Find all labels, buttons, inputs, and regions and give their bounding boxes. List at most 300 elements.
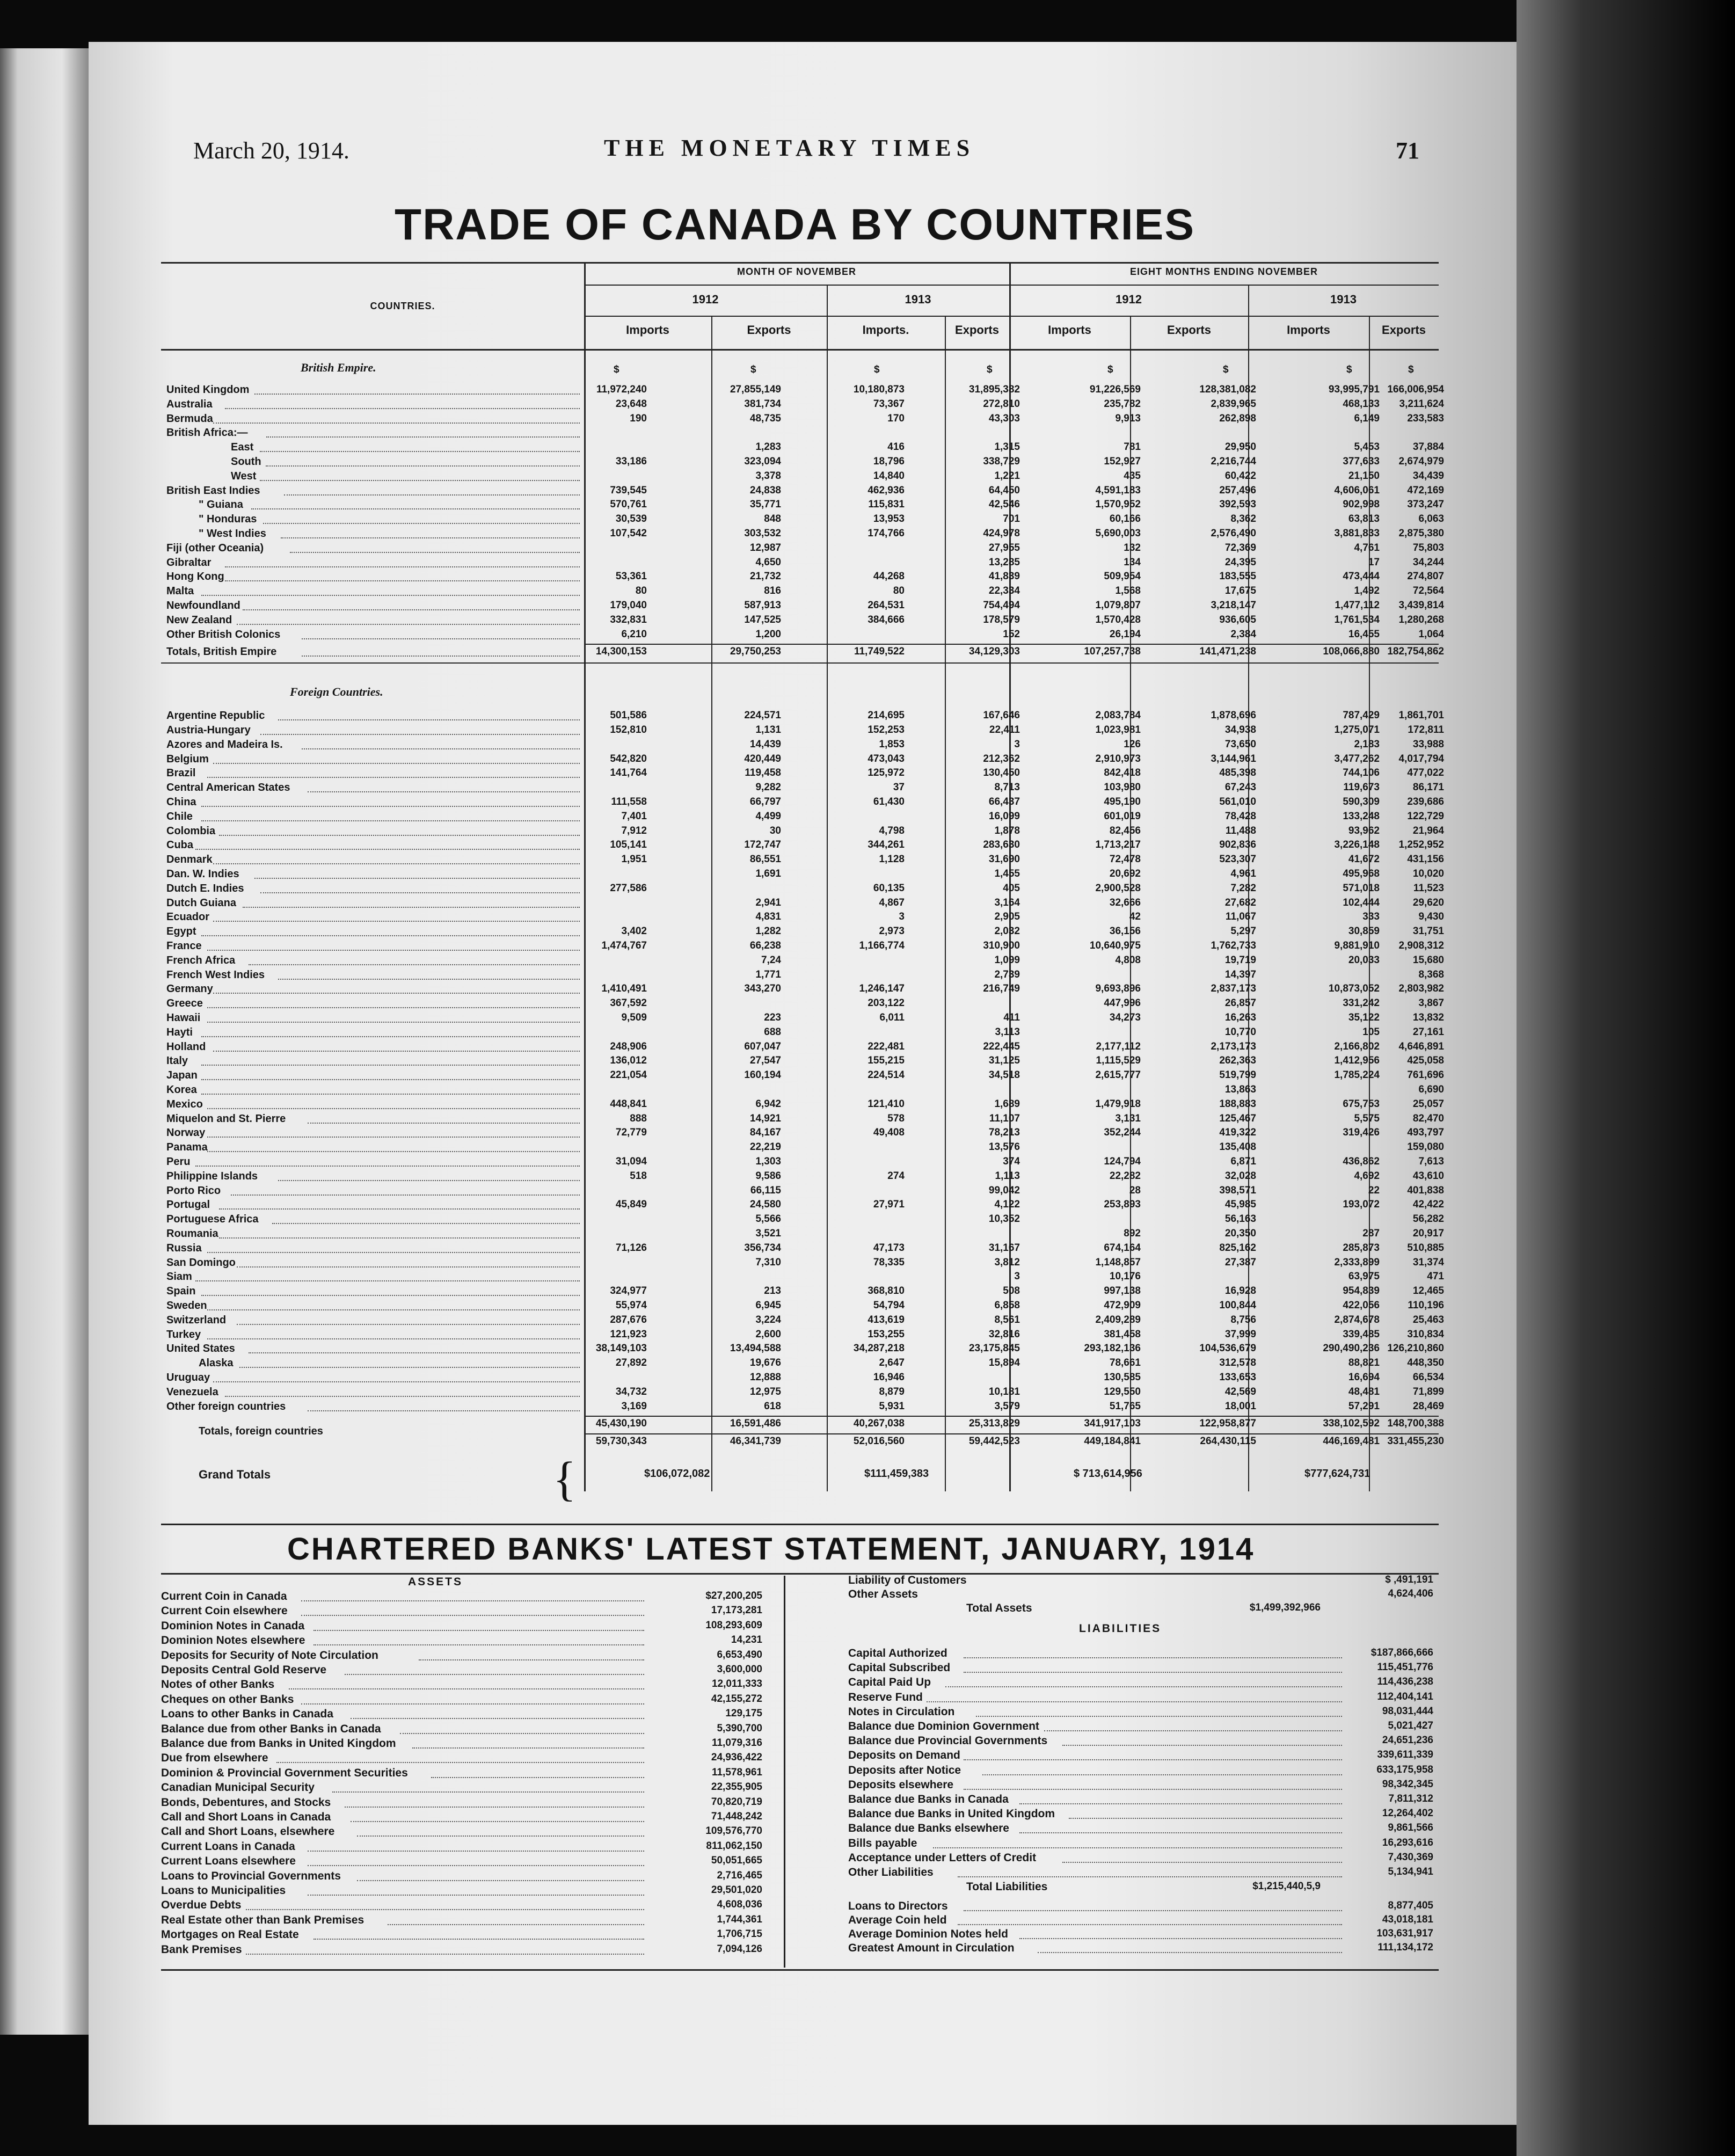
leader-dots (225, 580, 580, 581)
foreign-row-value: 954,839 (1343, 1285, 1380, 1297)
foreign-row-value: 224,514 (867, 1069, 905, 1081)
foreign-row-value: 159,080 (1407, 1141, 1444, 1153)
foreign-row-value: 31,094 (615, 1156, 647, 1167)
leader-dots (237, 1324, 580, 1325)
rule-subtotal (584, 644, 1439, 645)
foreign-row-value: 34,732 (615, 1386, 647, 1397)
foreign-row-value: 66,534 (1412, 1372, 1444, 1383)
foreign-row-value: 4,122 (994, 1199, 1020, 1211)
foreign-row-value: 25,463 (1412, 1314, 1444, 1325)
foreign-row-value: 447,996 (1104, 997, 1141, 1009)
leader-dots (207, 1108, 580, 1109)
liability-value: $187,866,666 (1370, 1647, 1433, 1658)
foreign-row-value: 93,962 (1348, 825, 1380, 836)
foreign-row-value: 3,164 (994, 897, 1020, 908)
foreign-row-value: 99,042 (988, 1184, 1020, 1196)
foreign-row-value: 761,696 (1407, 1069, 1444, 1081)
right-top-value: 4,624,406 (1388, 1588, 1433, 1599)
british-row-country: Other British Colonics (166, 628, 281, 640)
rule-banks-bottom (161, 1969, 1439, 1971)
asset-value: 12,011,333 (711, 1678, 762, 1690)
british-row-value: 5,453 (1354, 441, 1380, 453)
foreign-row-value: 510,885 (1407, 1242, 1444, 1254)
british-row-value: 332,831 (610, 614, 647, 625)
foreign-row-value: 141,764 (610, 767, 647, 779)
foreign-row-value: 902,836 (1219, 839, 1256, 851)
british-row-value: 44,268 (873, 571, 905, 582)
foreign-row-value: 20,692 (1109, 868, 1141, 879)
foreign-row-value: 34,938 (1224, 724, 1256, 735)
foreign-row-country: Dan. W. Indies (166, 868, 239, 880)
liability-value: 9,861,566 (1388, 1822, 1433, 1834)
british-row-value: 93,995,791 (1328, 384, 1380, 395)
foreign-row-value: 1,713,217 (1095, 839, 1141, 851)
foreign-total-value: 25,313,829 (968, 1418, 1020, 1430)
asset-label: Current Coin elsewhere (161, 1605, 288, 1618)
foreign-row-country: Hayti (166, 1026, 193, 1038)
leader-dots (213, 921, 580, 922)
foreign-row-value: 3,579 (994, 1400, 1020, 1412)
leader-dots (1062, 1862, 1342, 1863)
foreign-row-value: 104,536,679 (1199, 1343, 1256, 1354)
leader-dots (219, 835, 580, 836)
leader-dots (1062, 1745, 1342, 1746)
foreign-row-value: 3,169 (621, 1400, 647, 1412)
foreign-row-value: 6,945 (755, 1300, 781, 1311)
foreign-row-value: 285,873 (1343, 1242, 1380, 1254)
foreign-row-value: 130,450 (983, 767, 1020, 779)
foreign-row-value: 283,630 (983, 839, 1020, 851)
leader-dots (201, 1295, 580, 1296)
foreign-row-value: 8,368 (1418, 968, 1444, 980)
foreign-row-value: 293,182,136 (1084, 1343, 1141, 1354)
foreign-row-value: 2,905 (994, 911, 1020, 923)
foreign-row-value: 997,138 (1104, 1285, 1141, 1297)
foreign-row-value: 5,297 (1230, 926, 1256, 937)
british-row-value: 6,149 (1354, 412, 1380, 424)
foreign-row-value: 203,122 (867, 997, 905, 1009)
foreign-row-value: 290,490,236 (1323, 1343, 1380, 1354)
foreign-row-value: 78,661 (1109, 1357, 1141, 1369)
extra-value: 111,134,172 (1377, 1942, 1433, 1954)
right-top-label: Liability of Customers (848, 1574, 967, 1586)
foreign-row-value: 73,650 (1224, 738, 1256, 750)
leader-dots (201, 595, 580, 596)
foreign-row-value: 4,961 (1230, 868, 1256, 879)
extra-value: 103,631,917 (1376, 1928, 1433, 1940)
british-row-value: 80 (893, 585, 905, 597)
asset-value: 129,175 (725, 1708, 762, 1720)
foreign-row-value: 10,873,052 (1328, 983, 1380, 995)
foreign-row-value: 7,912 (621, 825, 647, 836)
foreign-row-value: 374 (1003, 1156, 1020, 1167)
rule-col (827, 316, 828, 1491)
british-row-value: 2,875,380 (1398, 528, 1444, 539)
asset-label: Deposits for Security of Note Circulation (161, 1649, 378, 1662)
leader-dots (246, 1909, 645, 1910)
foreign-row-value: 125,972 (867, 767, 905, 779)
foreign-row-country: Greece (166, 997, 203, 1010)
column-header: Imports (626, 323, 669, 337)
leader-dots (964, 1759, 1342, 1760)
foreign-row-country: Uruguay (166, 1372, 210, 1383)
foreign-row-country: Germany (166, 983, 213, 995)
british-row-country: " Guiana (199, 499, 243, 511)
liability-label: Balance due Banks elsewhere (848, 1822, 1009, 1835)
foreign-row-value: 152,810 (610, 724, 647, 735)
foreign-row-value: 47,173 (873, 1242, 905, 1254)
foreign-row-value: 135,408 (1219, 1141, 1256, 1153)
foreign-row-value: 413,619 (867, 1314, 905, 1325)
leader-dots (237, 1266, 580, 1268)
british-row-value: 1,761,534 (1334, 614, 1380, 625)
foreign-row-value: 1,951 (621, 854, 647, 865)
asset-value: 71,448,242 (711, 1811, 762, 1822)
foreign-row-value: 33,988 (1412, 738, 1444, 750)
british-row-value: 754,494 (983, 600, 1020, 611)
leader-dots (982, 1774, 1343, 1775)
foreign-row-value: 1,861,701 (1398, 710, 1444, 722)
liability-value: 112,404,141 (1377, 1691, 1433, 1702)
foreign-row-value: 2,910,973 (1095, 753, 1141, 764)
foreign-row-value: 12,465 (1412, 1285, 1444, 1297)
foreign-row-country: Panama (166, 1141, 208, 1154)
foreign-row-value: 45,985 (1224, 1199, 1256, 1211)
leader-dots (225, 1396, 580, 1397)
foreign-row-value: 3,477,262 (1334, 753, 1380, 764)
foreign-row-value: 1,479,918 (1095, 1098, 1141, 1110)
foreign-row-value: 319,426 (1343, 1127, 1380, 1139)
foreign-row-value: 126 (1124, 738, 1141, 750)
foreign-row-country: Brazil (166, 767, 196, 780)
foreign-row-value: 13,832 (1412, 1012, 1444, 1023)
liability-value: 115,451,776 (1377, 1662, 1433, 1673)
foreign-row-value: 16,263 (1224, 1012, 1256, 1023)
foreign-row-value: 7,613 (1418, 1156, 1444, 1167)
foreign-row-country: Roumania (166, 1228, 218, 1240)
foreign-row-value: 32,816 (988, 1328, 1020, 1340)
foreign-row-value: 37,999 (1224, 1328, 1256, 1340)
foreign-row-value: 1,689 (994, 1098, 1020, 1110)
leader-dots (254, 878, 580, 879)
foreign-row-value: 20,917 (1412, 1228, 1444, 1239)
leader-dots (290, 552, 580, 553)
asset-label: Current Loans elsewhere (161, 1855, 296, 1868)
foreign-row-value: 571,018 (1343, 882, 1380, 894)
british-row-value: 34,244 (1412, 556, 1444, 568)
foreign-row-value: 1,275,071 (1334, 724, 1380, 735)
british-row-value: 4,761 (1354, 542, 1380, 553)
rule-col (711, 316, 712, 1491)
leader-dots (201, 1065, 580, 1066)
foreign-row-value: 11,488 (1225, 825, 1256, 836)
foreign-total-label: Totals, foreign countries (199, 1425, 323, 1438)
leader-dots (933, 1847, 1343, 1848)
liability-label: Deposits on Demand (848, 1749, 960, 1762)
foreign-row-country: San Domingo (166, 1256, 236, 1269)
leader-dots (249, 1352, 580, 1353)
foreign-row-value: 22 (1368, 1184, 1380, 1196)
british-heading: British Empire. (301, 361, 376, 374)
foreign-row-value: 16,946 (873, 1372, 905, 1383)
foreign-row-value: 277,586 (610, 882, 647, 894)
combined-total-value: 264,430,115 (1200, 1436, 1256, 1447)
foreign-row-value: 10,352 (988, 1213, 1020, 1225)
foreign-row-value: 2,837,173 (1211, 983, 1256, 995)
asset-label: Canadian Municipal Security (161, 1781, 315, 1794)
foreign-row-value: 4,798 (879, 825, 905, 836)
foreign-row-value: 14,397 (1224, 968, 1256, 980)
foreign-row-value: 13,863 (1224, 1084, 1256, 1095)
foreign-row-value: 495,190 (1104, 796, 1141, 807)
british-row-value: 30,539 (615, 513, 647, 525)
leader-dots (263, 523, 580, 524)
liability-label: Acceptance under Letters of Credit (848, 1851, 1037, 1864)
foreign-row-country: Portuguese Africa (166, 1213, 259, 1226)
foreign-row-value: 590,309 (1343, 796, 1380, 807)
foreign-row-value: 22,411 (989, 724, 1020, 735)
foreign-row-value: 124,794 (1104, 1156, 1141, 1167)
foreign-row-value: 222,481 (867, 1040, 905, 1052)
british-row-value: 2,216,744 (1211, 456, 1256, 467)
british-row-country: " West Indies (199, 528, 266, 540)
leader-dots (272, 1223, 580, 1224)
liabilities-heading: LIABILITIES (1079, 1622, 1162, 1635)
foreign-total-value: 338,102,592 (1323, 1418, 1380, 1430)
foreign-row-value: 448,350 (1407, 1357, 1444, 1369)
total-liabilities-label: Total Liabilities (966, 1881, 1048, 1893)
page-shadow (1517, 0, 1735, 2156)
asset-label: Notes of other Banks (161, 1678, 275, 1691)
leader-dots (308, 791, 580, 792)
foreign-row-value: 7,24 (761, 954, 781, 966)
foreign-row-value: 3,521 (755, 1228, 781, 1239)
foreign-row-value: 2,973 (879, 926, 905, 937)
foreign-row-country: Egypt (166, 926, 196, 938)
foreign-row-value: 4,831 (755, 911, 781, 923)
rule-total (161, 662, 1439, 664)
british-row-value: 2,839,965 (1211, 398, 1256, 410)
combined-total-value: 449,184,841 (1084, 1436, 1141, 1447)
leader-dots (213, 763, 580, 764)
foreign-row-value: 356,734 (744, 1242, 781, 1254)
leader-dots (1044, 1730, 1343, 1731)
british-row-value: 48,735 (749, 412, 781, 424)
british-row-value: 381,734 (744, 398, 781, 410)
foreign-row-value: 343,270 (744, 983, 781, 995)
foreign-row-value: 24,580 (749, 1199, 781, 1211)
british-row-country: East (231, 441, 254, 454)
british-row-value: 392,593 (1219, 499, 1256, 511)
british-row-value: 936,605 (1219, 614, 1256, 625)
leader-dots (281, 537, 580, 538)
foreign-row-value: 607,047 (744, 1040, 781, 1052)
foreign-row-value: 13,494,588 (730, 1343, 781, 1354)
foreign-row-value: 133,248 (1343, 810, 1380, 822)
foreign-row-value: 21,964 (1412, 825, 1444, 836)
foreign-row-value: 121,923 (610, 1328, 647, 1340)
foreign-row-value: 10,020 (1412, 868, 1444, 879)
foreign-row-value: 405 (1003, 882, 1020, 894)
asset-value: 24,936,422 (711, 1752, 762, 1764)
foreign-row-value: 2,615,777 (1095, 1069, 1141, 1081)
foreign-row-value: 103,980 (1104, 782, 1141, 793)
rule-banks-top (161, 1573, 1439, 1575)
foreign-row-value: 19,719 (1224, 954, 1256, 966)
british-row-value: 24,395 (1224, 556, 1256, 568)
foreign-row-country: Japan (166, 1069, 198, 1082)
liability-label: Capital Paid Up (848, 1676, 931, 1689)
foreign-row-value: 744,106 (1343, 767, 1380, 779)
asset-value: $27,200,205 (705, 1590, 762, 1601)
liability-value: 12,264,402 (1382, 1808, 1433, 1819)
foreign-row-value: 67,243 (1224, 782, 1256, 793)
combined-total-value: 52,016,560 (853, 1436, 905, 1447)
foreign-row-value: 10,770 (1224, 1026, 1256, 1038)
foreign-row-country: Spain (166, 1285, 196, 1298)
liability-value: 98,342,345 (1382, 1778, 1433, 1790)
british-row-value: 262,898 (1219, 412, 1256, 424)
foreign-row-country: Siam (166, 1271, 192, 1283)
foreign-row-country: Mexico (166, 1098, 203, 1110)
foreign-row-value: 22,219 (749, 1141, 781, 1153)
foreign-row-value: 214,695 (867, 710, 905, 722)
british-row-value: 257,496 (1219, 484, 1256, 496)
foreign-row-value: 419,322 (1219, 1127, 1256, 1139)
british-row-value: 22,334 (988, 585, 1020, 597)
british-row-value: 33,186 (615, 456, 647, 467)
foreign-row-value: 239,686 (1407, 796, 1444, 807)
foreign-row-value: 331,242 (1343, 997, 1380, 1009)
leader-dots (431, 1777, 645, 1778)
british-row-value: 14,840 (873, 470, 905, 482)
foreign-row-value: 675,753 (1343, 1098, 1380, 1110)
foreign-row-value: 35,122 (1348, 1012, 1380, 1023)
foreign-row-value: 2,032 (994, 926, 1020, 937)
facing-page-edge (0, 48, 89, 2035)
asset-value: 4,608,036 (717, 1899, 762, 1911)
leader-dots (314, 1644, 644, 1645)
foreign-row-value: 1,115,529 (1096, 1055, 1141, 1067)
foreign-row-value: 153,255 (867, 1328, 905, 1340)
british-row-value: 166,006,954 (1387, 384, 1444, 395)
british-row-value: 1,079,807 (1095, 600, 1141, 611)
rule-banks-mid (784, 1576, 785, 1968)
foreign-row-country: United States (166, 1343, 235, 1355)
asset-label: Bonds, Debentures, and Stocks (161, 1796, 331, 1809)
british-row-value: 12,987 (749, 542, 781, 553)
foreign-row-value: 431,156 (1407, 854, 1444, 865)
foreign-row-value: 842,418 (1104, 767, 1141, 779)
british-row-value: 128,381,082 (1199, 384, 1256, 395)
leader-dots (213, 1051, 580, 1052)
liability-value: 24,651,236 (1382, 1735, 1433, 1746)
foreign-row-value: 16,928 (1224, 1285, 1256, 1297)
leader-dots (219, 1237, 580, 1239)
british-row-value: 2,674,979 (1398, 456, 1444, 467)
british-row-value: 384,666 (867, 614, 905, 625)
foreign-row-value: 2,177,112 (1096, 1040, 1141, 1052)
foreign-row-value: 6,871 (1230, 1156, 1256, 1167)
foreign-row-value: 2,409,289 (1095, 1314, 1141, 1325)
asset-value: 811,062,150 (706, 1840, 762, 1852)
british-row-value: 27,855,149 (730, 384, 781, 395)
total-assets-label: Total Assets (966, 1602, 1032, 1614)
british-row-value: 178,579 (983, 614, 1020, 625)
eight-months-header: EIGHT MONTHS ENDING NOVEMBER (1129, 266, 1318, 277)
british-row-value: 1,570,952 (1095, 499, 1141, 511)
british-row-value: 1,492 (1354, 585, 1380, 597)
foreign-row-value: 27,547 (749, 1055, 781, 1067)
leader-dots (251, 508, 580, 509)
british-row-value: 3,881,833 (1334, 528, 1380, 539)
british-row-value: 72,564 (1412, 585, 1444, 597)
foreign-row-country: Norway (166, 1127, 206, 1139)
leader-dots (231, 1194, 580, 1196)
british-row-value: 587,913 (744, 600, 781, 611)
leader-dots (213, 423, 580, 424)
foreign-row-value: 4,017,794 (1398, 753, 1444, 764)
leader-dots (207, 1151, 580, 1152)
british-row-value: 781 (1124, 441, 1141, 453)
british-row-value: 1,477,112 (1335, 600, 1380, 611)
leader-dots (207, 1022, 580, 1023)
grand-total-value: $777,624,731 (1304, 1468, 1370, 1480)
foreign-row-value: 102,444 (1343, 897, 1380, 908)
british-row-value: 6,210 (621, 628, 647, 640)
foreign-row-value: 2,908,312 (1398, 940, 1444, 951)
british-row-value: 233,583 (1407, 412, 1444, 424)
foreign-row-value: 223 (764, 1012, 781, 1023)
foreign-row-value: 60,135 (873, 882, 905, 894)
leader-dots (243, 609, 580, 610)
leader-dots (302, 655, 580, 657)
british-row-value: 13,285 (988, 556, 1020, 568)
foreign-row-value: 601,019 (1104, 810, 1141, 822)
foreign-row-value: 892 (1124, 1228, 1141, 1239)
rule-head-bottom (161, 349, 1439, 351)
foreign-row-value: 121,410 (867, 1098, 905, 1110)
foreign-row-country: Austria-Hungary (166, 724, 251, 736)
leader-dots (207, 1137, 580, 1138)
foreign-row-value: 2,874,678 (1334, 1314, 1380, 1325)
foreign-row-value: 368,810 (867, 1285, 905, 1297)
british-row-value: 37,884 (1412, 441, 1444, 453)
foreign-row-country: Azores and Madeira Is. (166, 738, 283, 751)
foreign-row-country: Miquelon and St. Pierre (166, 1112, 286, 1125)
foreign-row-country: France (166, 940, 202, 952)
foreign-row-value: 14,439 (749, 738, 781, 750)
british-total-value: 34,129,303 (968, 646, 1020, 658)
foreign-row-value: 105 (1362, 1026, 1380, 1038)
liability-value: 114,436,238 (1377, 1676, 1433, 1688)
foreign-row-value: 212,362 (983, 753, 1020, 764)
foreign-row-value: 398,571 (1219, 1184, 1256, 1196)
british-row-country: Hong Kong (166, 571, 224, 583)
british-row-value: 816 (764, 585, 781, 597)
foreign-row-country: Colombia (166, 825, 216, 837)
foreign-row-country: French West Indies (166, 968, 265, 981)
british-row-value: 179,040 (610, 600, 647, 611)
foreign-row-value: 86,551 (749, 854, 781, 865)
liability-label: Capital Authorized (848, 1647, 947, 1659)
foreign-row-value: 133,653 (1219, 1372, 1256, 1383)
british-row-value: 107,542 (610, 528, 647, 539)
british-row-value: 60,422 (1224, 470, 1256, 482)
liability-value: 5,134,941 (1388, 1866, 1433, 1877)
grand-total-value: $106,072,082 (644, 1468, 710, 1480)
british-row-value: 43,303 (988, 412, 1020, 424)
